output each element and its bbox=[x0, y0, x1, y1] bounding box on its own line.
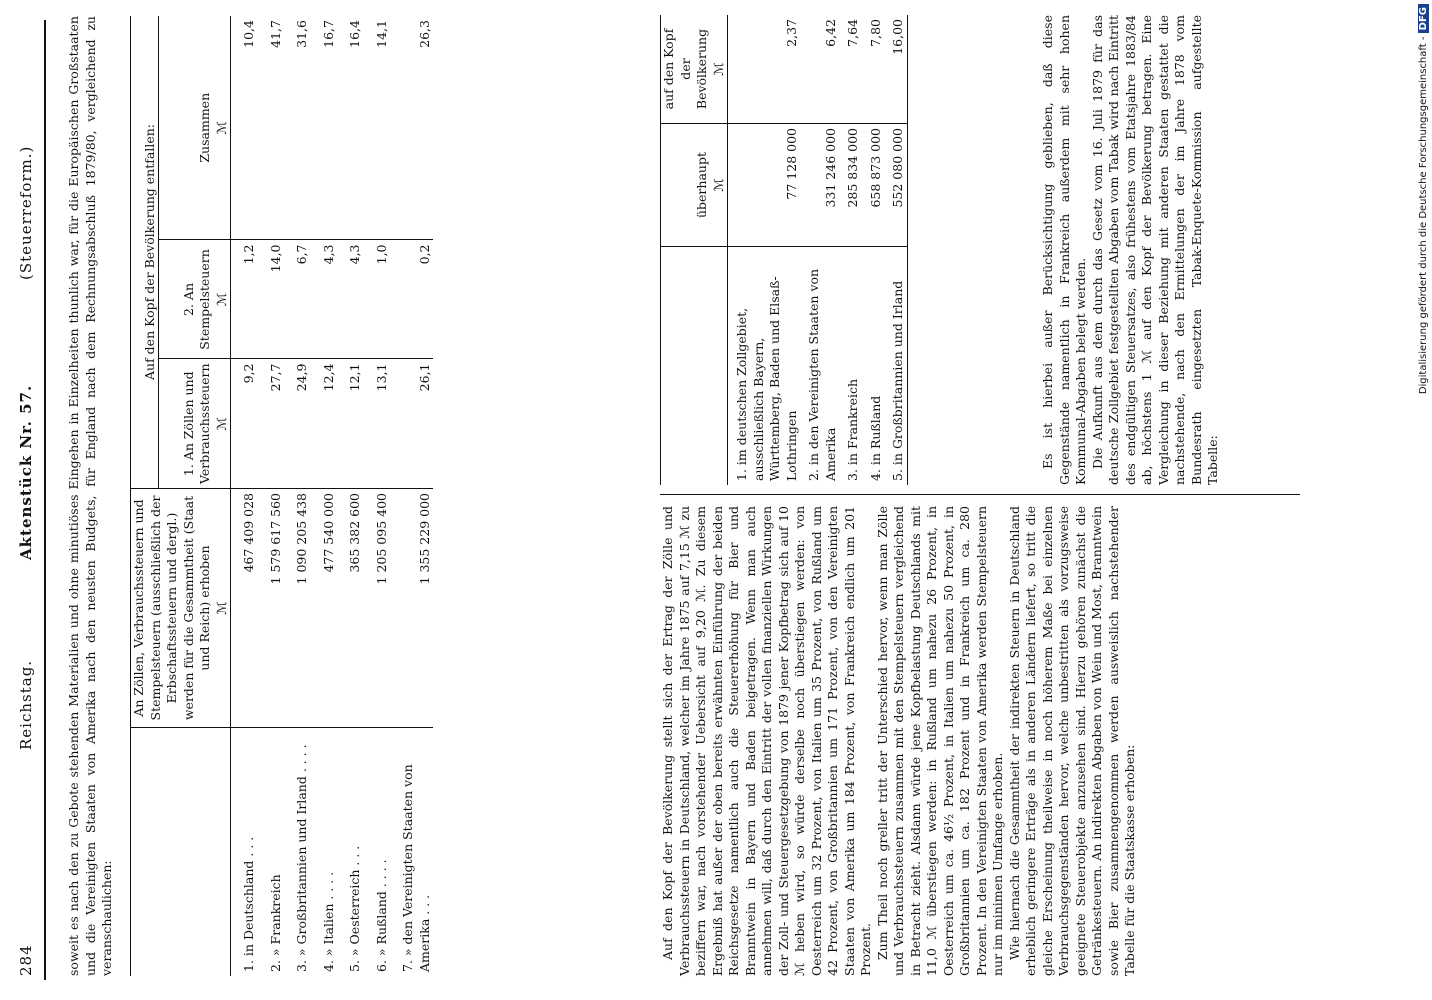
row-label bbox=[728, 247, 801, 486]
per-capita-value: 2,37 bbox=[783, 19, 799, 47]
row-number: 2. bbox=[267, 960, 283, 972]
row-country: » Oesterreich . . . bbox=[347, 845, 362, 957]
per-capita-value: 7,64 bbox=[845, 19, 860, 47]
row-country: in Deutschland . . . bbox=[241, 836, 256, 957]
row-number: 1. bbox=[241, 960, 256, 972]
combined-per-capita: 10,4 bbox=[241, 20, 256, 48]
row-label bbox=[231, 728, 258, 977]
combined-per-capita: 14,1 bbox=[373, 20, 389, 48]
unit-label: ℳ bbox=[214, 359, 231, 489]
column-divider bbox=[660, 494, 1300, 495]
table1-sub-customs: 1. An Zöllen und Verbrauchssteuern bbox=[159, 359, 214, 489]
table1-head-percap: Auf den Kopf der Bevölkerung entfallen: bbox=[131, 16, 159, 489]
row-number: 3. bbox=[294, 960, 309, 972]
row-label bbox=[839, 247, 862, 486]
combined-per-capita: 26,3 bbox=[416, 20, 432, 48]
per-capita-value: 16,00 bbox=[884, 15, 907, 124]
stamp-per-capita: 1,0 bbox=[364, 240, 391, 359]
total-value: 1 205 095 400 bbox=[364, 489, 391, 728]
unit-label: ℳ bbox=[214, 16, 231, 240]
left-column bbox=[660, 506, 1139, 976]
table-row bbox=[862, 15, 885, 485]
customs-per-capita: 27,7 bbox=[258, 359, 285, 489]
customs-per-capita: 9,2 bbox=[231, 359, 258, 489]
total-value: 658 873 000 bbox=[862, 124, 885, 247]
combined-per-capita: 16,4 bbox=[347, 20, 362, 48]
total-value: 1 355 229 000 bbox=[390, 489, 433, 728]
row-region: in Rußland bbox=[867, 395, 883, 466]
table-row bbox=[800, 15, 839, 485]
stamp-per-capita: 4,3 bbox=[337, 240, 364, 359]
row-label bbox=[284, 728, 311, 977]
stamp-per-capita: 6,7 bbox=[284, 240, 311, 359]
table-beverage-taxes bbox=[660, 15, 908, 485]
row-label bbox=[884, 247, 907, 486]
total-value: 1 579 617 560 bbox=[258, 489, 285, 728]
total-value: 285 834 000 bbox=[839, 124, 862, 247]
table1-sub-stamp: 2. An Stempelsteuern bbox=[159, 240, 214, 359]
row-number: 5. bbox=[347, 960, 362, 972]
row-number: 4. bbox=[320, 960, 336, 972]
stamp-per-capita: 14,0 bbox=[258, 240, 285, 359]
row-number: 7. bbox=[400, 960, 415, 972]
row-label bbox=[800, 247, 839, 486]
table-row bbox=[231, 16, 258, 976]
digitization-credit bbox=[1417, 4, 1431, 994]
table1-unit-row bbox=[214, 16, 231, 976]
unit-label: ℳ bbox=[711, 15, 728, 124]
row-label bbox=[311, 728, 338, 977]
per-capita-value: 6,42 bbox=[822, 19, 838, 47]
table-indirect-taxes bbox=[130, 16, 433, 976]
right-paragraph-1: Es ist hierbei außer Berücksichtigung geblieben, daß diese Gegenstände namentlich in Frankreich außerdem mit sehr hohen Kommunal-Abgaben belegt werden. bbox=[1040, 15, 1088, 485]
table-row bbox=[884, 15, 907, 485]
row-country: » Rußland . . . . bbox=[373, 859, 389, 957]
table-row bbox=[390, 16, 433, 976]
combined-per-capita: 31,6 bbox=[294, 20, 309, 48]
row-label bbox=[390, 728, 433, 977]
row-number: 6. bbox=[373, 960, 389, 972]
total-value: 365 382 600 bbox=[337, 489, 364, 728]
row-label bbox=[364, 728, 391, 977]
row-country: » Frankreich bbox=[267, 874, 283, 957]
table-row bbox=[839, 15, 862, 485]
row-region: in den Vereinigten Staaten von Amerika bbox=[806, 268, 838, 481]
combined-per-capita: 16,7 bbox=[320, 20, 336, 48]
customs-per-capita: 13,1 bbox=[364, 359, 391, 489]
left-paragraph-3: Wie hiernach die Gesammtheit der indirekten Steuern in Deutschland erheblich geringere Erträge als in anderen Ländern liefert, so tritt die gleiche Erscheinung theilweise in noch höherem Maße bei einzelnen Verbrauchsgegenständen hervor, welche unbestritten als vorzugsweise geeignete Steuerobjekte anzusehen sind. Hierzu gehören zunächst die Getränkesteuern. An indirekten Abgaben von Wein und Most, Branntwein sowie Bier zusammengenommen werden ausweislich nachstehender Tabelle für die Staatskasse erhoben: bbox=[1006, 506, 1137, 976]
total-value: 77 128 000 bbox=[728, 124, 801, 247]
row-number: 2. bbox=[806, 469, 821, 481]
stamp-per-capita: 1,2 bbox=[231, 240, 258, 359]
row-region: in Frankreich bbox=[845, 378, 860, 466]
row-label bbox=[258, 728, 285, 977]
row-country: » Großbritannien und Irland . . . . bbox=[294, 744, 309, 957]
dfg-logo: DFG bbox=[1418, 4, 1429, 33]
stamp-per-capita: 0,2 bbox=[390, 240, 433, 359]
row-label bbox=[862, 247, 885, 486]
table-row bbox=[728, 15, 801, 485]
intro-paragraph bbox=[66, 16, 116, 976]
row-region: im deutschen Zollgebiet, ausschließlich Bayern, Württemberg, Baden und Elsaß-Lothringen bbox=[734, 276, 799, 481]
left-paragraph-1: Auf den Kopf der Bevölkerung stellt sich der Ertrag der Zölle und Verbrauchssteuern in Deutschland, welcher im Jahre 1875 auf 7,15 ℳ zu beziffern war, nach vorstehender Uebersicht auf 9,20 ℳ. Zu diesem Ergebniß hat außer der oben bereits erwähnten Einführung der beiden Reichsgesetze namentlich auch die Steuererhöhung für Bier und Branntwein in Bayern und Baden beigetragen. Wenn man auch annehmen will, daß durch den Eintritt der vollen finanziellen Wirkungen der Zoll- und Steuergesetzgebung von 1879 jener Kopfbetrag sich auf 10 ℳ heben wird, so würde derselbe noch überstiegen werden: von Oesterreich um 32 Prozent, von Italien um 35 Prozent, von Rußland um 42 Prozent, von Großbritannien um 171 Prozent, von den Vereinigten Staaten von Amerika um 184 Prozent, von Frankreich endlich um 201 Prozent. bbox=[660, 506, 873, 976]
customs-per-capita: 26,1 bbox=[390, 359, 433, 489]
combined-per-capita: 41,7 bbox=[267, 20, 283, 48]
total-value: 467 409 028 bbox=[231, 489, 258, 728]
row-country: » Italien . . . . bbox=[320, 871, 336, 957]
table2-head-percap: auf den Kopf der Bevölkerung bbox=[661, 28, 709, 110]
table2-head-total: überhaupt bbox=[661, 124, 711, 247]
customs-per-capita: 12,4 bbox=[311, 359, 338, 489]
table-row bbox=[311, 16, 338, 976]
table-row bbox=[337, 16, 364, 976]
total-value: 477 540 000 bbox=[311, 489, 338, 728]
row-label bbox=[337, 728, 364, 977]
credit-text: Digitalisierung gefördert durch die Deutsche Forschungsgemeinschaft - bbox=[1418, 36, 1429, 395]
per-capita-value: 7,80 bbox=[867, 19, 883, 47]
left-paragraph-2: Zum Theil noch greller tritt der Unterschied hervor, wenn man Zölle und Verbrauchssteuern zusammen mit den Stempelsteuern vergleichend in Betracht zieht. Alsdann würde jene Kopfbelastung Deutschlands mit 11,0 ℳ überstiegen werden: in Rußland um nahezu 26 Prozent, in Oesterreich um ca. 46½ Prozent, in Italien um nahezu 50 Prozent, in Großbritannien um ca. 182 Prozent und in Frankreich um ca. 280 Prozent. In den Vereinigten Staaten von Amerika werden Stempelsteuern nur im minimen Umfange erhoben. bbox=[874, 506, 1005, 976]
customs-per-capita: 24,9 bbox=[284, 359, 311, 489]
intro-text: soweit es nach den zu Gebote stehenden Materialien und ohne minutiöses Eingehen in Einzelheiten thunlich war, für die Europäischen Großstaaten und die Vereinigten Staaten von Amerika nach den neusten Budgets, für England nach dem Rechnungsabschluß 1879/80, vergleichend zu veranschaulichen: bbox=[66, 16, 114, 976]
row-number: 5. bbox=[890, 469, 905, 481]
table-row bbox=[284, 16, 311, 976]
unit-label: ℳ bbox=[214, 240, 231, 359]
row-number: 4. bbox=[867, 469, 883, 481]
stamp-per-capita: 4,3 bbox=[311, 240, 338, 359]
row-region: in Großbritannien und Irland bbox=[890, 280, 905, 466]
total-value: 552 080 000 bbox=[884, 124, 907, 247]
total-value: 331 246 000 bbox=[800, 124, 839, 247]
header-right: (Steuerreform.) bbox=[17, 145, 35, 280]
right-column bbox=[1040, 15, 1222, 485]
page-number: 284 bbox=[17, 944, 35, 976]
unit-label: ℳ bbox=[214, 489, 231, 728]
header-left: Reichstag. bbox=[17, 659, 35, 750]
table-row bbox=[258, 16, 285, 976]
row-number: 3. bbox=[845, 469, 860, 481]
table1-head-total: An Zöllen, Verbrauchssteuern und Stempelsteuern (ausschließlich der Erbschaftssteuern und dergl.) werden für die Gesammtheit (Staat und Reich) erhoben bbox=[131, 489, 214, 728]
table-row bbox=[364, 16, 391, 976]
row-number: 1. bbox=[734, 469, 749, 481]
header-rule bbox=[44, 20, 46, 980]
header-center: Aktenstück Nr. 57. bbox=[17, 384, 35, 560]
right-paragraph-2: Die Aufkunft aus dem durch das Gesetz vom 16. Juli 1879 für das deutsche Zollgebiet festgestellten Abgaben vom Tabak wird nach Eintritt des endgültigen Steuersatzes, also frühestens vom Etatsjahre 1883/84 ab, höchstens 1 ℳ auf den Kopf der Bevölkerung betragen. Eine Vergleichung in dieser Beziehung mit anderen Staaten gestattet die nachstehende, nach den Ermittelungen der im Jahre 1878 vom Bundesrath eingesetzten Tabak-Enquete-Kommission aufgestellte Tabelle: bbox=[1089, 15, 1220, 485]
unit-label: ℳ bbox=[711, 124, 728, 247]
customs-per-capita: 12,1 bbox=[337, 359, 364, 489]
row-country: » den Vereinigten Staaten von Amerika . . . bbox=[400, 764, 432, 972]
total-value: 1 090 205 438 bbox=[284, 489, 311, 728]
table1-sub-total: Zusammen bbox=[197, 92, 212, 163]
